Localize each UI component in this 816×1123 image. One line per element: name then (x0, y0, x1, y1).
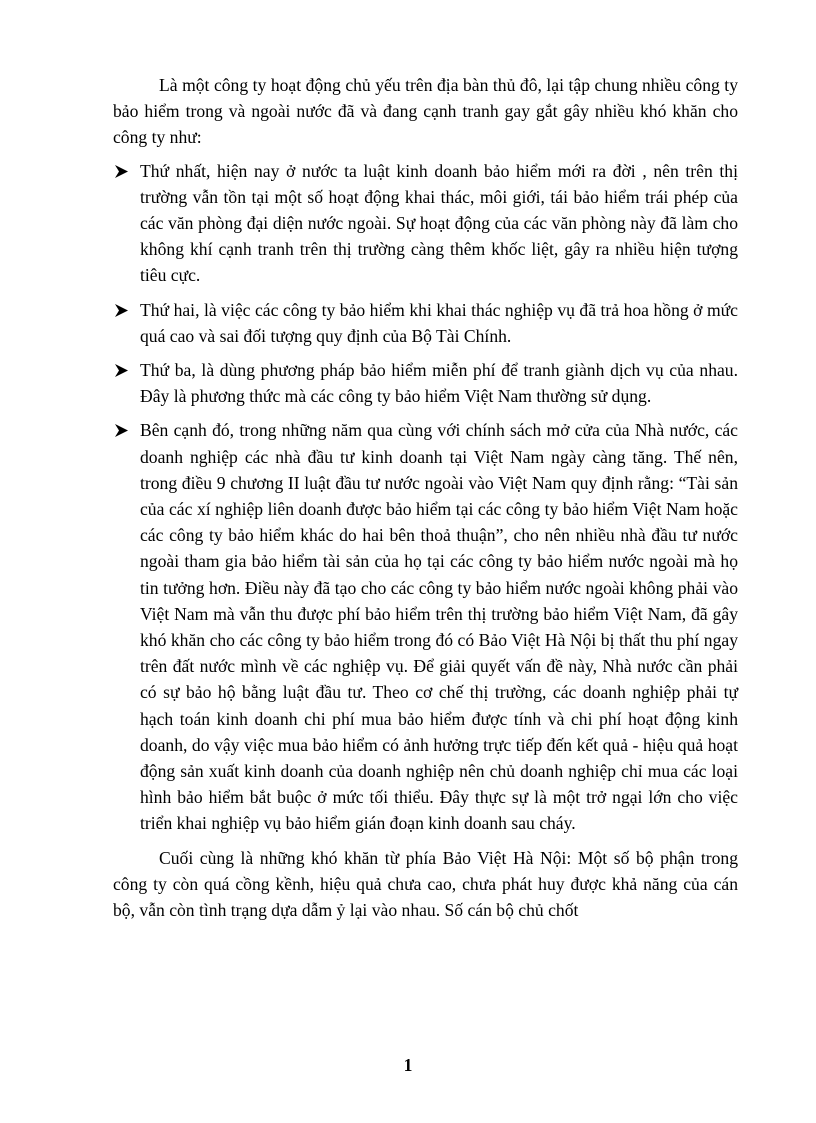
document-body (113, 72, 738, 930)
bullet-text: Thứ nhất, hiện nay ở nước ta luật kinh doanh bảo hiểm mới ra đời , nên trên thị trường vẫn tồn tại một số hoạt động khai thác, môi giới, tái bảo hiểm trái phép của các văn phòng đại diện nước ngoài. Sự hoạt động của các văn phòng này đã làm cho không khí cạnh tranh trên thị trường càng thêm khốc liệt, gây ra nhiều hiện tượng tiêu cực. (140, 160, 738, 286)
intro-paragraph: Là một công ty hoạt động chủ yếu trên địa bàn thủ đô, lại tập chung nhiều công ty bảo hiểm trong và ngoài nước đã và đang cạnh tranh gay gắt gây nhiều khó khăn cho công ty như: (113, 75, 738, 148)
arrowhead-bullet-icon (114, 363, 129, 378)
arrowhead-bullet-icon (114, 164, 129, 179)
bullet-text: Thứ hai, là việc các công ty bảo hiểm khi khai thác nghiệp vụ đã trả hoa hồng ở mức quá cao và sai đối tượng quy định của Bộ Tài Chính. (140, 299, 738, 346)
bullet-item (113, 158, 738, 289)
bullet-item (113, 357, 738, 409)
bullet-text: Thứ ba, là dùng phương pháp bảo hiểm miễn phí để tranh giành dịch vụ của nhau. Đây là phương thức mà các công ty bảo hiểm Việt Nam thường sử dụng. (140, 360, 738, 407)
closing-paragraph: Cuối cùng là những khó khăn từ phía Bảo Việt Hà Nội: Một số bộ phận trong công ty còn quá cồng kềnh, hiệu quả chưa cao, chưa phát huy được khả năng của cán bộ, vẫn còn tình trạng dựa dẫm ỷ lại vào nhau. Số cán bộ chủ chốt (113, 847, 738, 921)
page-number: 1 (403, 1055, 413, 1075)
arrowhead-bullet-icon (114, 423, 129, 438)
bullet-text: Bên cạnh đó, trong những năm qua cùng với chính sách mở cửa của Nhà nước, các doanh nghiệp các nhà đầu tư kinh doanh tại Việt Nam ngày càng tăng. Thế nên, trong điều 9 chương II luật đầu tư nước ngoài vào Việt Nam quy định rằng: “Tài sản của các xí nghiệp liên doanh được bảo hiểm tại các công ty bảo hiểm Việt Nam hoặc các công ty bảo hiểm khác do hai bên thoả thuận”, cho nên nhiều nhà đầu tư nước ngoài tham gia bảo hiểm tài sản của họ tại các công ty bảo hiểm nước ngoài mà họ tin tưởng hơn. Điều này đã tạo cho các công ty bảo hiểm nước ngoài không phải vào Việt Nam mà vẫn thu được phí bảo hiểm trên thị trường bảo hiểm Việt Nam, đã gây khó khăn cho các công ty bảo hiểm trong đó có Bảo Việt Hà Nội bị thất thu phí ngay trên đất nước mình về các nghiệp vụ. Để giải quyết vấn đề này, Nhà nước cần phải có sự bảo hộ bằng luật đầu tư. Theo cơ chế thị trường, các doanh nghiệp phải tự hạch toán kinh doanh chi phí mua bảo hiểm được tính và chi phí hoạt động kinh doanh, do vậy việc mua bảo hiểm có ảnh hưởng trực tiếp đến kết quả - hiệu quả hoạt động sản xuất kinh doanh của doanh nghiệp nên chủ doanh nghiệp chỉ mua các loại hình bảo hiểm bắt buộc ở mức tối thiểu. Đây thực sự là một trở ngại lớn cho việc triển khai nghiệp vụ bảo hiểm gián đoạn kinh doanh sau cháy. (140, 420, 738, 834)
bullet-item (113, 417, 738, 836)
arrowhead-bullet-icon (114, 303, 129, 318)
bullet-item (113, 297, 738, 349)
